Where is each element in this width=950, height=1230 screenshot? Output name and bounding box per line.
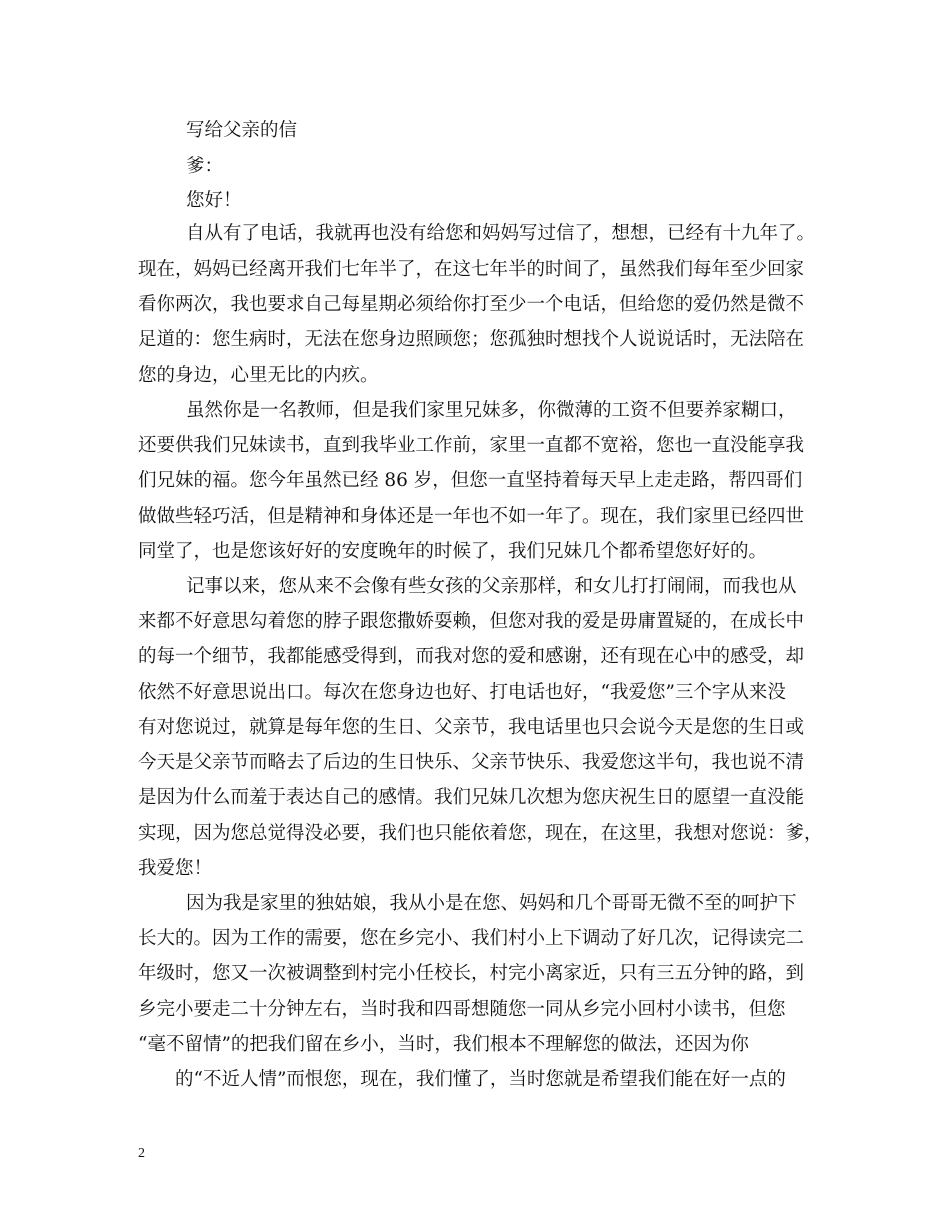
body-line: 来都不好意思勾着您的脖子跟您撒娇耍赖，但您对我的爱是毋庸置疑的，在成长中 (138, 611, 805, 632)
body-line: 年级时，您又一次被调整到村完小任校长，村完小离家近，只有三五分钟的路，到 (138, 963, 805, 984)
body-line: 记事以来，您从来不会像有些女孩的父亲那样，和女儿打打闹闹，而我也从 (186, 576, 797, 597)
body-line: 依然不好意思说出口。每次在您身边也好、打电话也好，“我爱您”三个字从来没 (138, 682, 786, 703)
body-line: 还要供我们兄妹读书，直到我毕业工作前，家里一直都不宽裕，您也一直没能享我 (138, 435, 805, 456)
body-line: 现在，妈妈已经离开我们七年半了，在这七年半的时间了，虽然我们每年至少回家 (138, 259, 805, 280)
body-line: 有对您说过，就算是每年您的生日、父亲节，我电话里也只会说今天是您的生日或 (138, 717, 805, 738)
body-line: 同堂了，也是您该好好的安度晚年的时候了，我们兄妹几个都希望您好好的。 (138, 541, 768, 562)
body-line: 实现，因为您总觉得没必要，我们也只能依着您，现在，在这里，我想对您说：爹， (138, 823, 823, 844)
body-line: 的每一个细节，我都能感受得到，而我对您的爱和感谢，还有现在心中的感受，却 (138, 646, 805, 667)
page-number: 2 (138, 1146, 145, 1161)
body-line: 我爱您！ (138, 858, 213, 879)
body-line: 看你两次，我也要求自己每星期必须给你打至少一个电话，但给您的爱仍然是微不 (138, 294, 805, 315)
body-line: 虽然你是一名教师，但是我们家里兄妹多，你微薄的工资不但要养家糊口， (186, 400, 797, 421)
body-line: 您的身边，心里无比的内疚。 (138, 365, 379, 386)
letter-title: 写给父亲的信 (186, 120, 298, 141)
body-line: 长大的。因为工作的需要，您在乡完小、我们村小上下调动了好几次，记得读完二 (138, 928, 805, 949)
body-line: 的“不近人情”而恨您，现在，我们懂了，当时您就是希望我们能在好一点的 (175, 1069, 786, 1090)
body-line: “毫不留情”的把我们留在乡小，当时，我们根本不理解您的做法，还因为你 (138, 1034, 749, 1055)
body-line: 们兄妹的福。您今年虽然已经 86 岁，但您一直坚持着每天早上走走路，帮四哥们 (138, 470, 803, 491)
body-line: 乡完小要走二十分钟左右，当时我和四哥想随您一同从乡完小回村小读书，但您 (138, 999, 786, 1020)
body-line: 是因为什么而羞于表达自己的感情。我们兄妹几次想为您庆祝生日的愿望一直没能 (138, 787, 805, 808)
body-line: 做做些轻巧活，但是精神和身体还是一年也不如一年了。现在，我们家里已经四世 (138, 506, 805, 527)
body-line: 今天是父亲节而略去了后边的生日快乐、父亲节快乐、我爱您这半句，我也说不清 (138, 752, 805, 773)
salutation: 爹： (186, 156, 224, 177)
body-line: 足道的：您生病时，无法在您身边照顾您；您孤独时想找个人说说话时，无法陪在 (138, 329, 805, 350)
body-line: 因为我是家里的独姑娘，我从小是在您、妈妈和几个哥哥无微不至的呵护下 (186, 893, 797, 914)
greeting: 您好！ (186, 190, 242, 211)
body-line: 自从有了电话，我就再也没有给您和妈妈写过信了，想想，已经有十九年了。 (186, 223, 816, 244)
